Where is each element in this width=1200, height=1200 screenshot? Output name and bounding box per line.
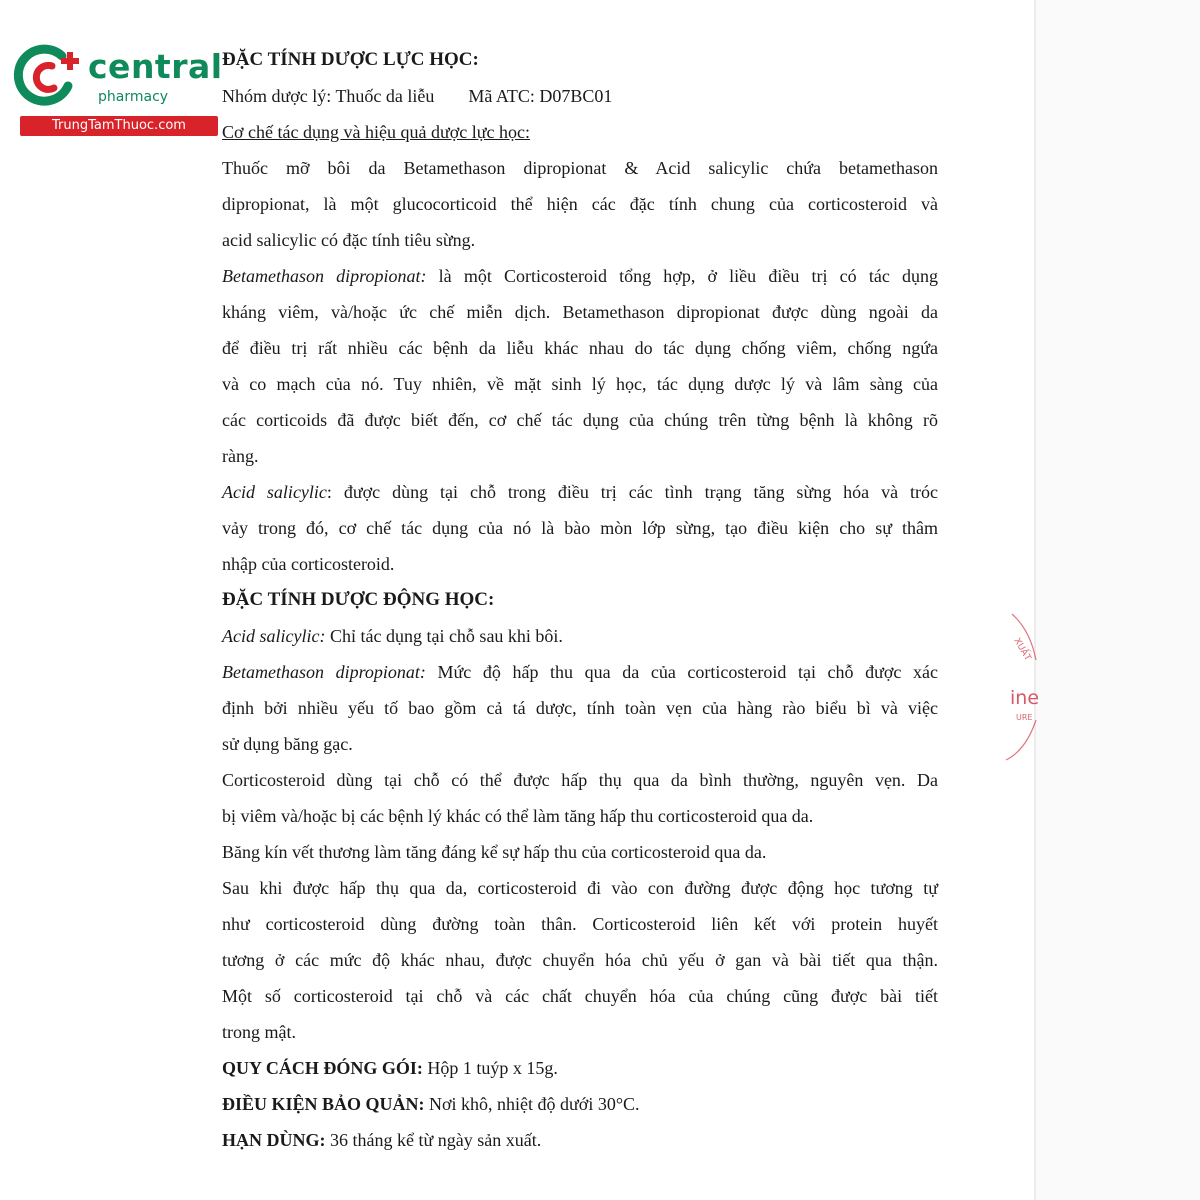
text-line: kháng viêm, và/hoặc ức chế miễn dịch. Betamethason dipropionat được dùng ngoài da bbox=[222, 302, 938, 322]
pharmacokinetics-heading: ĐẶC TÍNH DƯỢC ĐỘNG HỌC: bbox=[222, 589, 495, 610]
storage-value: Nơi khô, nhiệt độ dưới 30°C. bbox=[424, 1094, 640, 1114]
text-line: sử dụng băng gạc. bbox=[222, 734, 353, 754]
pharmacological-group bbox=[222, 78, 938, 114]
expiry-value: 36 tháng kể từ ngày sản xuất. bbox=[325, 1130, 542, 1150]
text-line: Một số corticosteroid tại chỗ và các chất chuyển hóa của chúng cũng được bài tiết bbox=[222, 986, 938, 1006]
text-line: Corticosteroid dùng tại chỗ có thể được hấp thụ qua da bình thường, nguyên vẹn. Da bbox=[222, 770, 938, 790]
text-line: trong mật. bbox=[222, 1022, 296, 1042]
text-line: nhập của corticosteroid. bbox=[222, 554, 395, 574]
expiry-label: HẠN DÙNG: bbox=[222, 1130, 326, 1150]
salicylic-acid-term: Acid salicylic bbox=[222, 482, 327, 502]
text-line: và co mạch của nó. Tuy nhiên, về mặt sinh lý học, tác dụng dược lý và lâm sàng của bbox=[222, 374, 938, 394]
text-line: Betamethason dipropionat: là một Corticosteroid tổng hợp, ở liều điều trị có tác dụng bbox=[222, 266, 938, 286]
text-line: Acid salicylic: Chỉ tác dụng tại chỗ sau khi bôi. bbox=[222, 626, 563, 646]
storage-label: ĐIỀU KIỆN BẢO QUẢN: bbox=[222, 1094, 425, 1114]
stamp-text: ine bbox=[1010, 687, 1040, 709]
text-line: vảy trong đó, cơ chế tác dụng của nó là bào mòn lớp sừng, tạo điều kiện cho sự thâm bbox=[222, 518, 938, 538]
text-line: Thuốc mỡ bôi da Betamethason dipropionat & Acid salicylic chứa betamethason bbox=[222, 158, 938, 178]
packaging-line bbox=[222, 1050, 938, 1086]
text-line: acid salicylic có đặc tính tiêu sừng. bbox=[222, 230, 476, 250]
text-line: bị viêm và/hoặc bị các bệnh lý khác có thể làm tăng hấp thu corticosteroid qua da. bbox=[222, 806, 814, 826]
logo-website: TrungTamThuoc.com bbox=[20, 116, 218, 136]
packaging-label: QUY CÁCH ĐÓNG GÓI: bbox=[222, 1058, 423, 1078]
group-label: Nhóm dược lý: Thuốc da liễu bbox=[222, 86, 435, 106]
stamp-fragment bbox=[1000, 600, 1040, 780]
text-line: định bởi nhiều yếu tố bao gồm cả tá dược, tính toàn vẹn của hàng rào biểu bì và việc bbox=[222, 698, 938, 718]
storage-line bbox=[222, 1086, 938, 1122]
packaging-value: Hộp 1 tuýp x 15g. bbox=[422, 1058, 558, 1078]
text-line: Betamethason dipropionat: Mức độ hấp thu qua da của corticosteroid tại chỗ được xác bbox=[222, 662, 938, 682]
salicylic-acid-term: Acid salicylic: bbox=[222, 626, 326, 646]
logo-name: central bbox=[88, 47, 223, 86]
text-line: như corticosteroid dùng đường toàn thân. Corticosteroid liên kết với protein huyết bbox=[222, 914, 938, 934]
betamethasone-term: Betamethason dipropionat: bbox=[222, 662, 426, 682]
betamethasone-term: Betamethason dipropionat: bbox=[222, 266, 427, 286]
expiry-line bbox=[222, 1122, 938, 1158]
paper-shadow bbox=[1036, 0, 1200, 1200]
text-line: dipropionat, là một glucocorticoid thể hiện các đặc tính chung của corticosteroid và bbox=[222, 194, 938, 214]
text-line: Băng kín vết thương làm tăng đáng kể sự hấp thu của corticosteroid qua da. bbox=[222, 842, 767, 862]
text-line: các corticoids đã được biết đến, cơ chế tác dụng của chúng trên từng bệnh là không rõ bbox=[222, 410, 938, 430]
stamp-text: XUẤT bbox=[1011, 636, 1033, 663]
text-line: ràng. bbox=[222, 446, 259, 466]
pharmacodynamics-heading: ĐẶC TÍNH DƯỢC LỰC HỌC: bbox=[222, 49, 479, 70]
text-line: Acid salicylic: được dùng tại chỗ trong điều trị các tình trạng tăng sừng hóa và tróc bbox=[222, 482, 938, 502]
text-line: để điều trị rất nhiều các bệnh da liễu khác nhau do tác dụng chống viêm, chống ngứa bbox=[222, 338, 938, 358]
stamp-text: URE bbox=[1016, 713, 1033, 722]
pharmacy-cross-icon bbox=[12, 40, 86, 112]
text-line: Sau khi được hấp thụ qua da, corticosteroid đi vào con đường được động học tương tự bbox=[222, 878, 938, 898]
mechanism-heading: Cơ chế tác dụng và hiệu quả dược lực học: bbox=[222, 122, 530, 142]
text-line: tương ở các mức độ khác nhau, được chuyển hóa chủ yếu ở gan và bài tiết qua thận. bbox=[222, 950, 938, 970]
logo-subtitle: pharmacy bbox=[98, 89, 169, 105]
atc-code: Mã ATC: D07BC01 bbox=[468, 86, 613, 106]
central-pharmacy-logo[interactable] bbox=[10, 38, 223, 138]
document-body bbox=[222, 42, 938, 1158]
